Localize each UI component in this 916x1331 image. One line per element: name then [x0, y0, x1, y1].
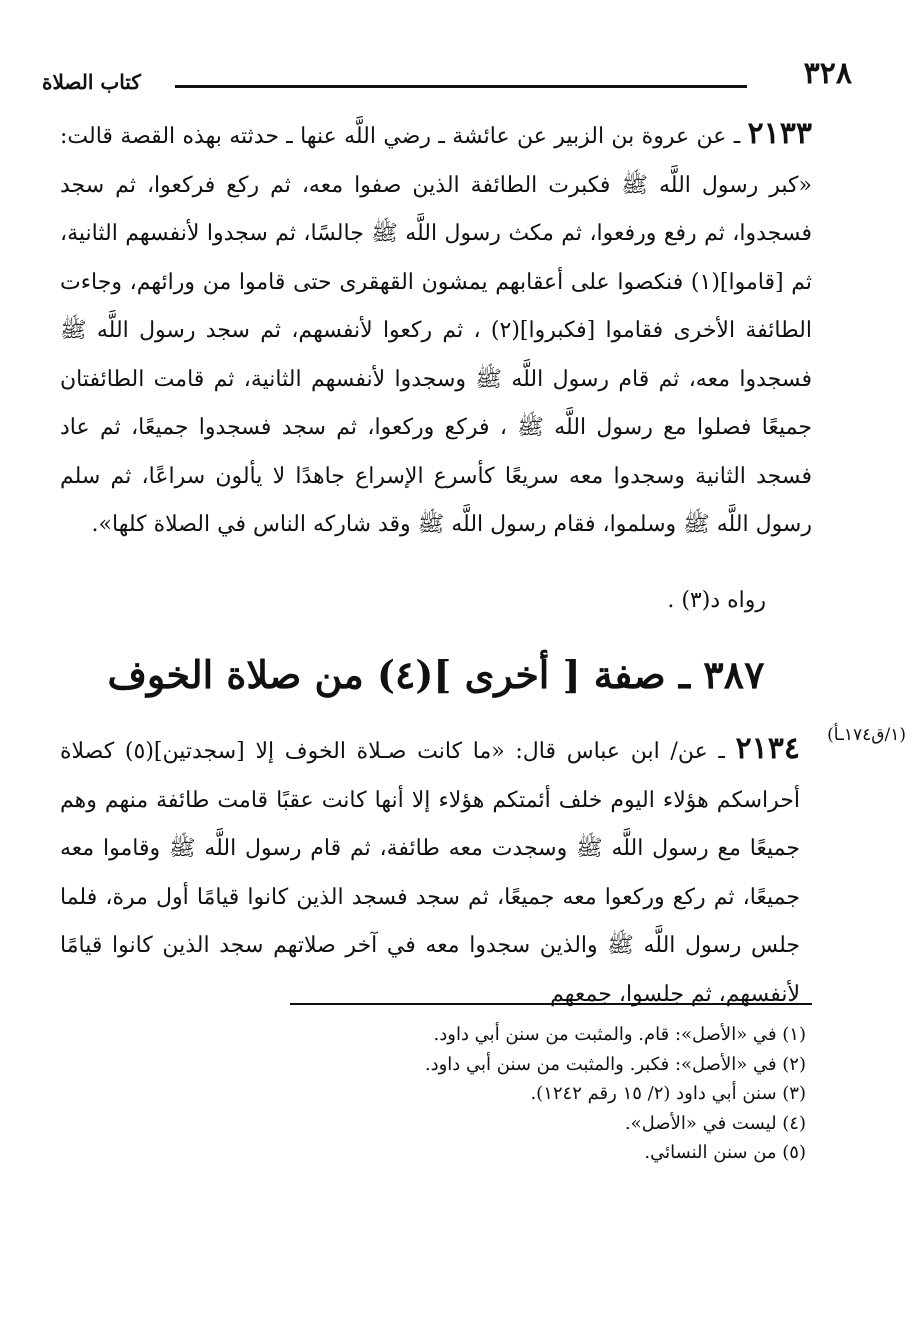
- footnote-rule: [290, 1003, 812, 1005]
- hadith-2133: [60, 110, 812, 550]
- footnote: (٢) في «الأصل»: فكبر. والمثبت من سنن أبي داود.: [424, 1053, 806, 1075]
- header-rule: [175, 85, 747, 88]
- hadith-text: ـ عن/ ابن عباس قال: «ما كانت صـلاة الخوف إلا [سجدتين](٥) كصلاة أحراسكم هؤلاء اليوم خلف أئمتكم هؤلاء إلا أنها كانت عقبًا قامت طائفة منهم وهم جميعًا مع رسول اللَّه ﷺ وسجدت معه طائفة، ثم قام رسول اللَّه ﷺ وقاموا معه جميعًا، ثم ركع وركعوا معه جميعًا، ثم سجد فسجد الذين كانوا قيامًا أول مرة، فلما جلس رسول اللَّه ﷺ والذين سجدوا معه في آخر صلاتهم سجد الذين كانوا قيامًا لأنفسهم، ثم جلسوا، جمعهم: [60, 739, 800, 1007]
- footnotes: [246, 1020, 806, 1168]
- footnote: (٣) سنن أبي داود (٢/ ١٥ رقم ١٢٤٢).: [530, 1083, 806, 1104]
- book-title: كتاب الصلاة: [42, 70, 141, 94]
- page-number: ٣٢٨: [803, 56, 852, 91]
- running-header: [40, 56, 852, 96]
- hadith-number: ٢١٣٤: [735, 731, 800, 766]
- footnote: (٥) من سنن النسائي.: [644, 1142, 806, 1163]
- footnote: (١) في «الأصل»: قام. والمثبت من سنن أبي داود.: [433, 1024, 806, 1045]
- hadith-2134: [60, 725, 800, 1019]
- margin-note: (١/ق١٧٤ـأ): [827, 725, 906, 745]
- section-heading: ٣٨٧ ـ صفة [ أخرى ](٤) من صلاة الخوف: [107, 652, 765, 697]
- hadith-source: رواه د(٣) .: [667, 588, 766, 613]
- hadith-text: ـ عن عروة بن الزبير عن عائشة ـ رضي اللَّه عنها ـ حدثته بهذه القصة قالت: «كبر رسول اللَّه ﷺ فكبرت الطائفة الذين صفوا معه، ثم ركع فركعوا، ثم سجد فسجدوا، ثم رفع ورفعوا، ثم مكث رسول اللَّه ﷺ جالسًا، ثم سجدوا لأنفسهم الثانية، ثم [قاموا](١) فنكصوا على أعقابهم يمشون القهقرى حتى قاموا من ورائهم، وجاءت الطائفة الأخرى فقاموا [فكبروا](٢) ، ثم ركعوا لأنفسهم، ثم سجد رسول اللَّه ﷺ فسجدوا معه، ثم قام رسول اللَّه ﷺ وسجدوا لأنفسهم الثانية، ثم قامت الطائفتان جميعًا فصلوا مع رسول اللَّه ﷺ ، فركع وركعوا، ثم سجد فسجدوا جميعًا، ثم عاد فسجد الثانية وسجدوا معه سريعًا كأسرع الإسراع جاهدًا لا يألون سراعًا، ثم سلم رسول اللَّه ﷺ وسلموا، فقام رسول اللَّه ﷺ وقد شاركه الناس في الصلاة كلها».: [60, 124, 812, 537]
- hadith-number: ٢١٣٣: [747, 116, 812, 151]
- footnote: (٤) ليست في «الأصل».: [624, 1112, 806, 1134]
